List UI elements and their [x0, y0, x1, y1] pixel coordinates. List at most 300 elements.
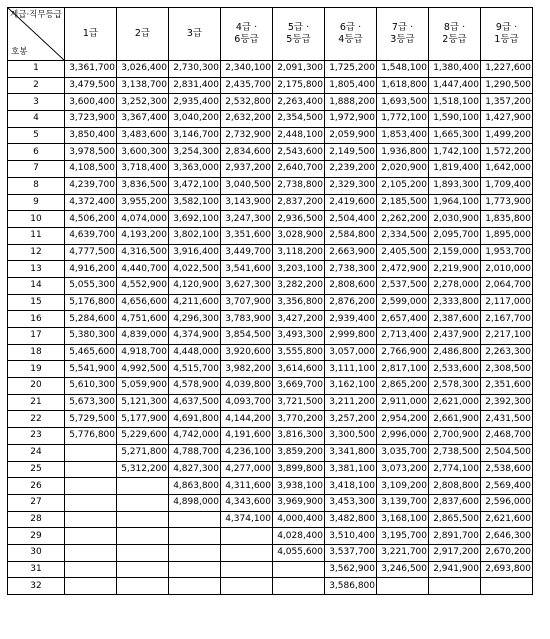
salary-cell: 4,193,200	[117, 227, 169, 244]
grade-header-9	[481, 8, 533, 61]
salary-cell: 2,621,000	[429, 394, 481, 411]
salary-cell: 1,693,500	[377, 94, 429, 111]
salary-cell: 3,257,200	[325, 411, 377, 428]
salary-cell: 2,766,900	[377, 344, 429, 361]
salary-cell: 3,723,900	[65, 111, 117, 128]
salary-cell: 4,211,600	[169, 294, 221, 311]
table-row	[8, 344, 533, 361]
salary-cell: 1,772,100	[377, 111, 429, 128]
grade-header-line1: 3급	[186, 28, 203, 39]
salary-cell: 4,022,500	[169, 261, 221, 278]
salary-cell: 2,117,000	[481, 294, 533, 311]
salary-cell: 4,440,700	[117, 261, 169, 278]
salary-cell: 4,028,400	[273, 528, 325, 545]
salary-cell: 1,895,000	[481, 227, 533, 244]
salary-cell	[169, 511, 221, 528]
salary-cell: 2,167,700	[481, 311, 533, 328]
salary-cell: 4,372,400	[65, 194, 117, 211]
salary-cell: 2,640,700	[273, 161, 325, 178]
salary-cell: 2,486,800	[429, 344, 481, 361]
salary-cell: 3,537,700	[325, 544, 377, 561]
salary-cell	[65, 561, 117, 578]
salary-cell: 4,296,300	[169, 311, 221, 328]
step-number-cell: 23	[8, 428, 65, 445]
salary-cell: 3,367,400	[117, 111, 169, 128]
salary-cell	[169, 544, 221, 561]
salary-cell	[65, 494, 117, 511]
salary-cell: 4,827,300	[169, 461, 221, 478]
step-number-cell: 18	[8, 344, 65, 361]
salary-cell: 4,656,600	[117, 294, 169, 311]
salary-cell	[65, 478, 117, 495]
salary-cell: 2,543,600	[273, 144, 325, 161]
salary-cell: 3,168,100	[377, 511, 429, 528]
step-number-cell: 30	[8, 544, 65, 561]
salary-cell: 3,418,100	[325, 478, 377, 495]
salary-cell: 3,143,900	[221, 194, 273, 211]
salary-cell: 4,093,700	[221, 394, 273, 411]
salary-cell: 4,506,200	[65, 211, 117, 228]
salary-cell: 2,532,800	[221, 94, 273, 111]
salary-cell: 2,263,400	[273, 94, 325, 111]
salary-cell	[481, 578, 533, 595]
step-number-cell: 22	[8, 411, 65, 428]
salary-cell: 4,515,700	[169, 361, 221, 378]
salary-cell: 2,584,800	[325, 227, 377, 244]
salary-cell: 3,850,400	[65, 127, 117, 144]
salary-cell: 4,637,500	[169, 394, 221, 411]
salary-cell: 2,937,200	[221, 161, 273, 178]
salary-cell: 3,920,600	[221, 344, 273, 361]
step-number-cell: 27	[8, 494, 65, 511]
step-number-cell: 32	[8, 578, 65, 595]
step-number-cell: 17	[8, 328, 65, 345]
salary-cell: 3,600,300	[117, 144, 169, 161]
salary-cell: 2,670,200	[481, 544, 533, 561]
salary-cell: 3,982,200	[221, 361, 273, 378]
salary-cell	[65, 544, 117, 561]
salary-cell: 3,028,900	[273, 227, 325, 244]
salary-cell: 5,121,300	[117, 394, 169, 411]
salary-cell: 1,665,300	[429, 127, 481, 144]
salary-cell: 3,300,500	[325, 428, 377, 445]
salary-cell: 3,770,200	[273, 411, 325, 428]
table-row	[8, 461, 533, 478]
salary-cell: 2,020,900	[377, 161, 429, 178]
salary-cell: 2,621,600	[481, 511, 533, 528]
salary-cell	[169, 578, 221, 595]
salary-cell: 2,435,700	[221, 77, 273, 94]
salary-cell: 3,938,100	[273, 478, 325, 495]
salary-cell: 3,381,100	[325, 461, 377, 478]
salary-cell: 4,992,500	[117, 361, 169, 378]
salary-cell: 3,541,600	[221, 261, 273, 278]
step-number-cell: 5	[8, 127, 65, 144]
step-number-cell: 10	[8, 211, 65, 228]
salary-cell: 2,661,900	[429, 411, 481, 428]
salary-cell: 3,254,300	[169, 144, 221, 161]
salary-cell: 2,333,800	[429, 294, 481, 311]
step-number-cell: 20	[8, 378, 65, 395]
salary-cell: 3,356,800	[273, 294, 325, 311]
salary-cell: 2,837,600	[429, 494, 481, 511]
salary-cell: 2,159,000	[429, 244, 481, 261]
salary-cell: 3,162,100	[325, 378, 377, 395]
salary-cell: 1,888,200	[325, 94, 377, 111]
salary-cell: 1,380,400	[429, 61, 481, 78]
step-number-cell: 15	[8, 294, 65, 311]
corner-header-cell	[8, 8, 65, 61]
salary-cell: 2,834,600	[221, 144, 273, 161]
salary-cell	[429, 578, 481, 595]
salary-cell: 3,118,200	[273, 244, 325, 261]
salary-cell: 3,211,200	[325, 394, 377, 411]
salary-cell: 1,642,000	[481, 161, 533, 178]
salary-cell: 1,447,400	[429, 77, 481, 94]
step-number-cell: 19	[8, 361, 65, 378]
table-row	[8, 161, 533, 178]
salary-cell: 2,730,300	[169, 61, 221, 78]
salary-cell: 1,819,400	[429, 161, 481, 178]
step-number-cell: 6	[8, 144, 65, 161]
salary-cell: 1,427,900	[481, 111, 533, 128]
salary-cell	[117, 478, 169, 495]
salary-cell: 2,468,700	[481, 428, 533, 445]
grade-header-line2: 6등급	[234, 34, 259, 45]
salary-cell: 2,941,900	[429, 561, 481, 578]
salary-cell: 2,700,900	[429, 428, 481, 445]
salary-cell: 1,618,800	[377, 77, 429, 94]
salary-cell: 1,548,100	[377, 61, 429, 78]
salary-cell: 2,091,300	[273, 61, 325, 78]
table-row	[8, 94, 533, 111]
salary-cell: 3,247,300	[221, 211, 273, 228]
salary-cell: 1,572,200	[481, 144, 533, 161]
salary-cell	[117, 494, 169, 511]
salary-cell: 4,777,500	[65, 244, 117, 261]
salary-cell: 2,865,500	[429, 511, 481, 528]
salary-cell: 1,590,100	[429, 111, 481, 128]
salary-cell: 4,374,900	[169, 328, 221, 345]
salary-cell: 3,916,400	[169, 244, 221, 261]
grade-header-7	[377, 8, 429, 61]
salary-cell: 2,504,400	[325, 211, 377, 228]
grade-header-2	[117, 8, 169, 61]
salary-cell: 4,108,500	[65, 161, 117, 178]
grade-header-line1: 4급 ·	[235, 22, 258, 33]
salary-cell	[117, 544, 169, 561]
salary-cell: 2,917,200	[429, 544, 481, 561]
table-row	[8, 227, 533, 244]
salary-cell: 2,405,500	[377, 244, 429, 261]
salary-cell: 1,290,500	[481, 77, 533, 94]
salary-cell: 1,964,100	[429, 194, 481, 211]
salary-cell: 4,751,600	[117, 311, 169, 328]
salary-cell: 2,817,100	[377, 361, 429, 378]
table-row	[8, 561, 533, 578]
table-header	[8, 8, 533, 61]
salary-cell: 5,055,300	[65, 277, 117, 294]
grade-header-6	[325, 8, 377, 61]
salary-cell: 1,742,100	[429, 144, 481, 161]
step-number-cell: 29	[8, 528, 65, 545]
step-number-cell: 1	[8, 61, 65, 78]
salary-cell: 2,646,300	[481, 528, 533, 545]
grade-header-line1: 8급 ·	[443, 22, 466, 33]
table-row	[8, 194, 533, 211]
salary-cell: 2,713,400	[377, 328, 429, 345]
salary-cell	[169, 561, 221, 578]
grade-header-5	[273, 8, 325, 61]
table-row	[8, 478, 533, 495]
salary-cell: 1,725,200	[325, 61, 377, 78]
salary-cell: 1,499,200	[481, 127, 533, 144]
salary-cell: 4,055,600	[273, 544, 325, 561]
table-row	[8, 578, 533, 595]
salary-cell: 3,614,600	[273, 361, 325, 378]
salary-cell: 4,918,700	[117, 344, 169, 361]
salary-cell: 3,978,500	[65, 144, 117, 161]
salary-cell: 2,262,200	[377, 211, 429, 228]
table-row	[8, 144, 533, 161]
salary-cell: 3,493,300	[273, 328, 325, 345]
salary-cell: 3,802,100	[169, 227, 221, 244]
table-row	[8, 428, 533, 445]
salary-cell: 3,040,200	[169, 111, 221, 128]
salary-cell: 2,340,100	[221, 61, 273, 78]
grade-header-line1: 7급 ·	[391, 22, 414, 33]
step-number-cell: 12	[8, 244, 65, 261]
salary-cell: 4,839,000	[117, 328, 169, 345]
salary-cell: 3,718,400	[117, 161, 169, 178]
salary-cell: 4,316,500	[117, 244, 169, 261]
step-number-cell: 16	[8, 311, 65, 328]
table-body	[8, 61, 533, 595]
salary-cell: 2,537,500	[377, 277, 429, 294]
salary-cell: 4,898,000	[169, 494, 221, 511]
step-number-cell: 9	[8, 194, 65, 211]
salary-cell: 2,533,600	[429, 361, 481, 378]
salary-cell: 3,057,000	[325, 344, 377, 361]
salary-cell: 3,035,700	[377, 444, 429, 461]
salary-cell: 5,176,800	[65, 294, 117, 311]
salary-cell: 2,693,800	[481, 561, 533, 578]
grade-header-line1: 6급 ·	[339, 22, 362, 33]
salary-cell: 5,610,300	[65, 378, 117, 395]
salary-cell: 4,742,000	[169, 428, 221, 445]
salary-cell	[273, 578, 325, 595]
salary-cell: 5,776,800	[65, 428, 117, 445]
salary-cell: 2,935,400	[169, 94, 221, 111]
table-row	[8, 61, 533, 78]
salary-cell: 3,783,900	[221, 311, 273, 328]
salary-cell: 2,030,900	[429, 211, 481, 228]
salary-cell: 3,472,100	[169, 177, 221, 194]
salary-cell: 3,582,100	[169, 194, 221, 211]
salary-cell: 2,732,900	[221, 127, 273, 144]
table-row	[8, 444, 533, 461]
grade-header-line1: 1급	[82, 28, 99, 39]
salary-cell: 4,144,200	[221, 411, 273, 428]
table-row	[8, 411, 533, 428]
salary-cell: 1,893,300	[429, 177, 481, 194]
salary-cell: 2,185,500	[377, 194, 429, 211]
salary-cell: 1,227,600	[481, 61, 533, 78]
salary-cell: 3,669,700	[273, 378, 325, 395]
salary-cell: 4,239,700	[65, 177, 117, 194]
step-number-cell: 14	[8, 277, 65, 294]
salary-cell: 2,808,600	[325, 277, 377, 294]
table-row	[8, 177, 533, 194]
salary-cell: 2,239,200	[325, 161, 377, 178]
salary-cell: 2,808,800	[429, 478, 481, 495]
corner-grade-label: 계급·직무등급	[10, 10, 62, 20]
table-row	[8, 294, 533, 311]
salary-cell: 2,059,900	[325, 127, 377, 144]
table-row	[8, 261, 533, 278]
step-number-cell: 28	[8, 511, 65, 528]
salary-cell: 2,219,900	[429, 261, 481, 278]
table-row	[8, 361, 533, 378]
salary-cell: 3,586,800	[325, 578, 377, 595]
salary-cell: 4,863,800	[169, 478, 221, 495]
grade-header-3	[169, 8, 221, 61]
table-row	[8, 277, 533, 294]
salary-cell: 3,483,600	[117, 127, 169, 144]
table-row	[8, 494, 533, 511]
salary-cell	[169, 528, 221, 545]
step-number-cell: 24	[8, 444, 65, 461]
salary-cell: 3,363,000	[169, 161, 221, 178]
salary-cell	[65, 461, 117, 478]
salary-cell	[65, 578, 117, 595]
salary-cell	[221, 528, 273, 545]
salary-cell: 2,663,900	[325, 244, 377, 261]
salary-cell: 4,916,200	[65, 261, 117, 278]
salary-cell: 4,639,700	[65, 227, 117, 244]
salary-cell: 2,392,300	[481, 394, 533, 411]
salary-cell: 2,263,300	[481, 344, 533, 361]
salary-cell: 3,221,700	[377, 544, 429, 561]
salary-cell: 4,277,000	[221, 461, 273, 478]
step-number-cell: 21	[8, 394, 65, 411]
salary-cell: 5,673,300	[65, 394, 117, 411]
salary-cell: 2,837,200	[273, 194, 325, 211]
salary-cell: 4,788,700	[169, 444, 221, 461]
step-number-cell: 13	[8, 261, 65, 278]
salary-cell: 3,479,500	[65, 77, 117, 94]
salary-cell: 2,149,500	[325, 144, 377, 161]
salary-cell	[273, 561, 325, 578]
salary-cell: 3,195,700	[377, 528, 429, 545]
salary-cell: 3,351,600	[221, 227, 273, 244]
salary-cell: 2,831,400	[169, 77, 221, 94]
salary-cell: 3,282,200	[273, 277, 325, 294]
step-number-cell: 31	[8, 561, 65, 578]
salary-cell: 2,095,700	[429, 227, 481, 244]
salary-cell: 2,387,600	[429, 311, 481, 328]
salary-cell: 4,120,900	[169, 277, 221, 294]
step-number-cell: 26	[8, 478, 65, 495]
table-row	[8, 111, 533, 128]
salary-cell: 2,064,700	[481, 277, 533, 294]
salary-cell: 1,972,900	[325, 111, 377, 128]
grade-header-8	[429, 8, 481, 61]
step-number-cell: 8	[8, 177, 65, 194]
salary-cell: 2,308,500	[481, 361, 533, 378]
salary-cell: 2,419,600	[325, 194, 377, 211]
salary-cell: 5,312,200	[117, 461, 169, 478]
salary-cell: 4,191,600	[221, 428, 273, 445]
salary-cell: 3,707,900	[221, 294, 273, 311]
salary-cell	[221, 561, 273, 578]
corner-step-label: 호봉	[11, 47, 28, 57]
salary-cell: 3,600,400	[65, 94, 117, 111]
salary-cell: 2,891,700	[429, 528, 481, 545]
salary-cell: 3,899,800	[273, 461, 325, 478]
salary-cell: 3,482,800	[325, 511, 377, 528]
salary-cell: 2,911,000	[377, 394, 429, 411]
salary-cell: 3,073,200	[377, 461, 429, 478]
salary-cell: 4,039,800	[221, 378, 273, 395]
salary-cell: 4,311,600	[221, 478, 273, 495]
salary-cell: 3,246,500	[377, 561, 429, 578]
salary-cell: 2,217,100	[481, 328, 533, 345]
salary-cell: 2,657,400	[377, 311, 429, 328]
table-row	[8, 244, 533, 261]
salary-table	[7, 7, 533, 595]
salary-cell: 4,236,100	[221, 444, 273, 461]
salary-cell	[65, 444, 117, 461]
salary-cell: 3,955,200	[117, 194, 169, 211]
salary-cell: 2,738,500	[429, 444, 481, 461]
salary-cell: 3,139,700	[377, 494, 429, 511]
salary-cell	[221, 544, 273, 561]
step-number-cell: 4	[8, 111, 65, 128]
step-number-cell: 7	[8, 161, 65, 178]
salary-cell	[65, 511, 117, 528]
salary-cell: 3,427,200	[273, 311, 325, 328]
salary-cell: 3,252,300	[117, 94, 169, 111]
salary-cell: 3,111,100	[325, 361, 377, 378]
salary-cell: 1,709,400	[481, 177, 533, 194]
salary-cell: 2,738,300	[325, 261, 377, 278]
salary-cell: 4,578,900	[169, 378, 221, 395]
salary-cell: 2,774,100	[429, 461, 481, 478]
salary-cell: 2,954,200	[377, 411, 429, 428]
salary-cell: 2,351,600	[481, 378, 533, 395]
salary-cell	[117, 511, 169, 528]
salary-cell: 3,449,700	[221, 244, 273, 261]
salary-cell: 4,552,900	[117, 277, 169, 294]
salary-cell: 1,357,200	[481, 94, 533, 111]
salary-cell: 3,562,900	[325, 561, 377, 578]
salary-cell: 2,010,000	[481, 261, 533, 278]
salary-cell: 2,472,900	[377, 261, 429, 278]
salary-cell: 4,074,000	[117, 211, 169, 228]
grade-header-line2: 3등급	[390, 34, 415, 45]
salary-cell: 2,448,100	[273, 127, 325, 144]
salary-cell: 2,329,300	[325, 177, 377, 194]
table-row	[8, 378, 533, 395]
salary-cell: 3,969,900	[273, 494, 325, 511]
salary-cell: 3,816,300	[273, 428, 325, 445]
salary-cell: 3,854,500	[221, 328, 273, 345]
grade-header-line2: 5등급	[286, 34, 311, 45]
salary-cell: 5,465,600	[65, 344, 117, 361]
grade-header-line2: 1등급	[494, 34, 519, 45]
salary-cell: 1,936,800	[377, 144, 429, 161]
